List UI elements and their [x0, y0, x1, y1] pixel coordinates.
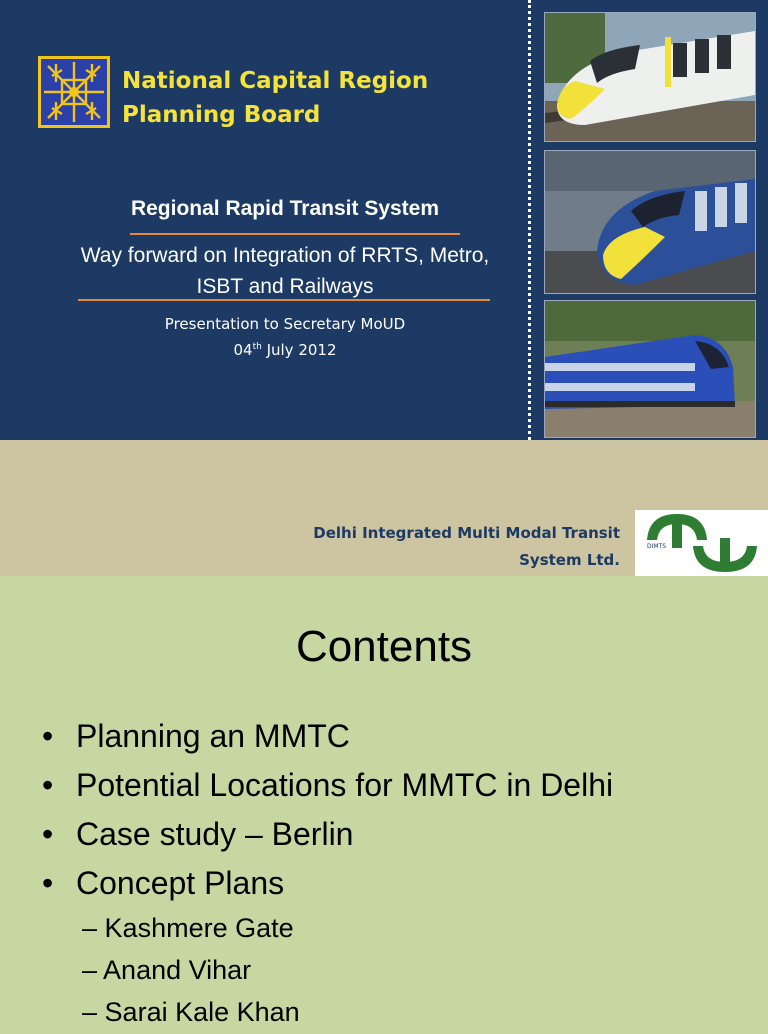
dimts-line-2: System Ltd. — [519, 551, 620, 569]
list-item-text: Concept Plans — [76, 865, 285, 901]
bullet-marker: • — [42, 767, 54, 803]
dimts-logo-label: DIMTS — [647, 543, 667, 550]
train-image-1 — [545, 13, 755, 141]
list-item-text: Planning an MMTC — [76, 718, 350, 754]
dimts-logo — [635, 510, 768, 576]
dash-marker: – — [82, 997, 98, 1027]
ncrpb-logo — [38, 56, 110, 128]
organization-name — [122, 64, 428, 132]
list-item — [42, 712, 613, 761]
dimts-logo-graphic — [635, 510, 768, 576]
org-line-1: National Capital Region — [122, 68, 429, 94]
presentation-info — [60, 313, 510, 362]
bullet-marker: • — [42, 718, 54, 754]
bullet-marker: • — [42, 816, 54, 852]
concept-plans-sublist — [82, 906, 300, 1032]
list-item — [42, 761, 613, 810]
list-item-text: Potential Locations for MMTC in Delhi — [76, 767, 614, 803]
presentation-date — [60, 336, 510, 362]
rrts-title: Regional Rapid Transit System — [130, 197, 440, 220]
sub-list-item — [82, 906, 300, 948]
contents-title: Contents — [295, 622, 473, 671]
sub-list-item-text: Anand Vihar — [103, 955, 252, 985]
list-item — [42, 859, 613, 908]
javelin-train-photo — [544, 150, 756, 294]
presentation-to: Presentation to Secretary MoUD — [164, 315, 406, 333]
sub-list-item-text: Sarai Kale Khan — [104, 997, 300, 1027]
sub-list-item-text: Kashmere Gate — [104, 913, 294, 943]
sub-list-item — [82, 990, 300, 1032]
train-image-2 — [545, 151, 755, 293]
subtitle-underline — [78, 299, 490, 301]
list-item — [42, 810, 613, 859]
sub-list-item — [82, 948, 300, 990]
title-slide-header — [0, 0, 768, 440]
double-deck-train-photo — [544, 300, 756, 438]
contents-list — [42, 712, 613, 908]
dimts-company-name — [313, 520, 620, 574]
date-suffix: th — [252, 342, 262, 352]
subtitle-line-1: Way forward on Integration of RRTS, Metro, — [80, 244, 490, 267]
date-rest: July 2012 — [261, 341, 337, 359]
dimts-line-1: Delhi Integrated Multi Modal Transit — [313, 524, 620, 542]
org-line-2: Planning Board — [122, 102, 321, 128]
dash-marker: – — [82, 913, 98, 943]
subtitle-line-2: ISBT and Railways — [196, 275, 374, 298]
dotted-divider — [528, 0, 531, 440]
subtitle — [50, 240, 520, 302]
dash-marker: – — [82, 955, 98, 985]
bullet-marker: • — [42, 865, 54, 901]
title-underline — [130, 233, 460, 235]
train-image-3 — [545, 301, 755, 437]
high-speed-train-photo — [544, 12, 756, 142]
list-item-text: Case study – Berlin — [76, 816, 354, 852]
date-day: 04 — [233, 341, 253, 359]
